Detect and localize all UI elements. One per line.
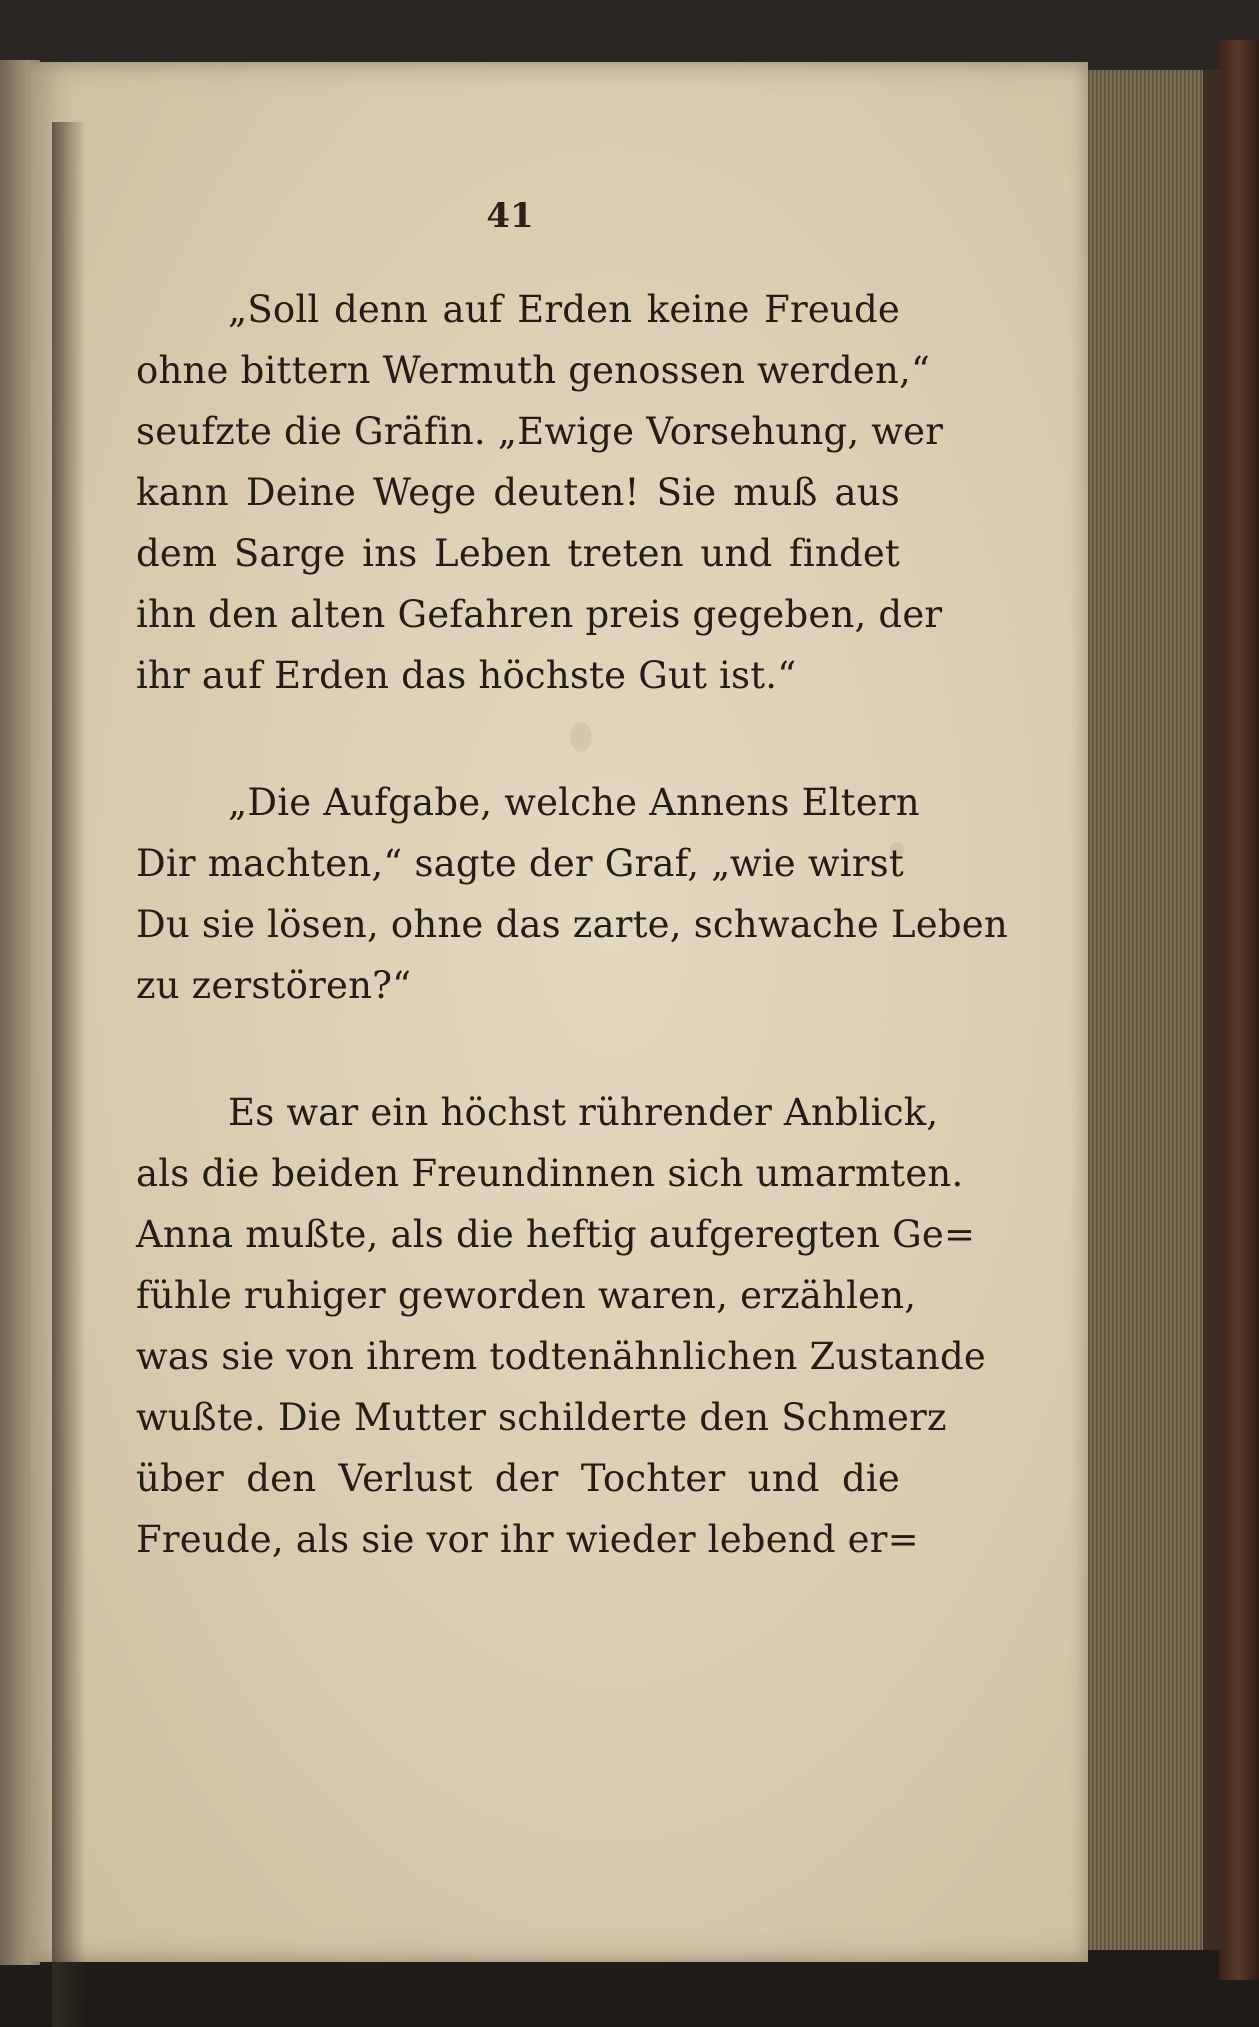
text-line: seufzte die Gräfin. „Ewige Vorsehung, wer xyxy=(136,410,944,453)
book-page xyxy=(30,62,1088,1962)
text-line: Anna mußte, als die heftig aufgeregten Ge= xyxy=(136,1213,976,1256)
text-line: „Soll denn auf Erden keine Freude xyxy=(228,288,900,331)
text-line: über den Verlust der Tochter und die xyxy=(136,1457,900,1500)
text-line: ohne bittern Wermuth genossen werden,“ xyxy=(136,349,931,392)
text-line: dem Sarge ins Leben treten und findet xyxy=(136,532,900,575)
text-line: Es war ein höchst rührender Anblick, xyxy=(228,1091,939,1134)
text-line: Dir machten,“ sagte der Graf, „wie wirst xyxy=(136,842,904,885)
text-line: Du sie lösen, ohne das zarte, schwache Leben xyxy=(136,903,1008,946)
text-line: fühle ruhiger geworden waren, erzählen, xyxy=(136,1274,917,1317)
ink-spot xyxy=(570,722,592,752)
text-line: ihn den alten Gefahren preis gegeben, der xyxy=(136,593,943,636)
text-line: wußte. Die Mutter schilderte den Schmerz xyxy=(136,1396,947,1439)
text-line: zu zerstören?“ xyxy=(136,964,412,1007)
text-line: als die beiden Freundinnen sich umarmten. xyxy=(136,1152,964,1195)
book-binding xyxy=(1219,40,1259,1980)
spine-shadow xyxy=(52,122,86,2027)
text-line: „Die Aufgabe, welche Annens Eltern xyxy=(228,781,920,824)
page-number: 41 xyxy=(486,196,534,236)
text-line: Freude, als sie vor ihr wieder lebend er= xyxy=(136,1518,919,1561)
text-line: ihr auf Erden das höchste Gut ist.“ xyxy=(136,654,797,697)
text-line: was sie von ihrem todtenähnlichen Zustande xyxy=(136,1335,986,1378)
text-line: kann Deine Wege deuten! Sie muß aus xyxy=(136,471,900,514)
